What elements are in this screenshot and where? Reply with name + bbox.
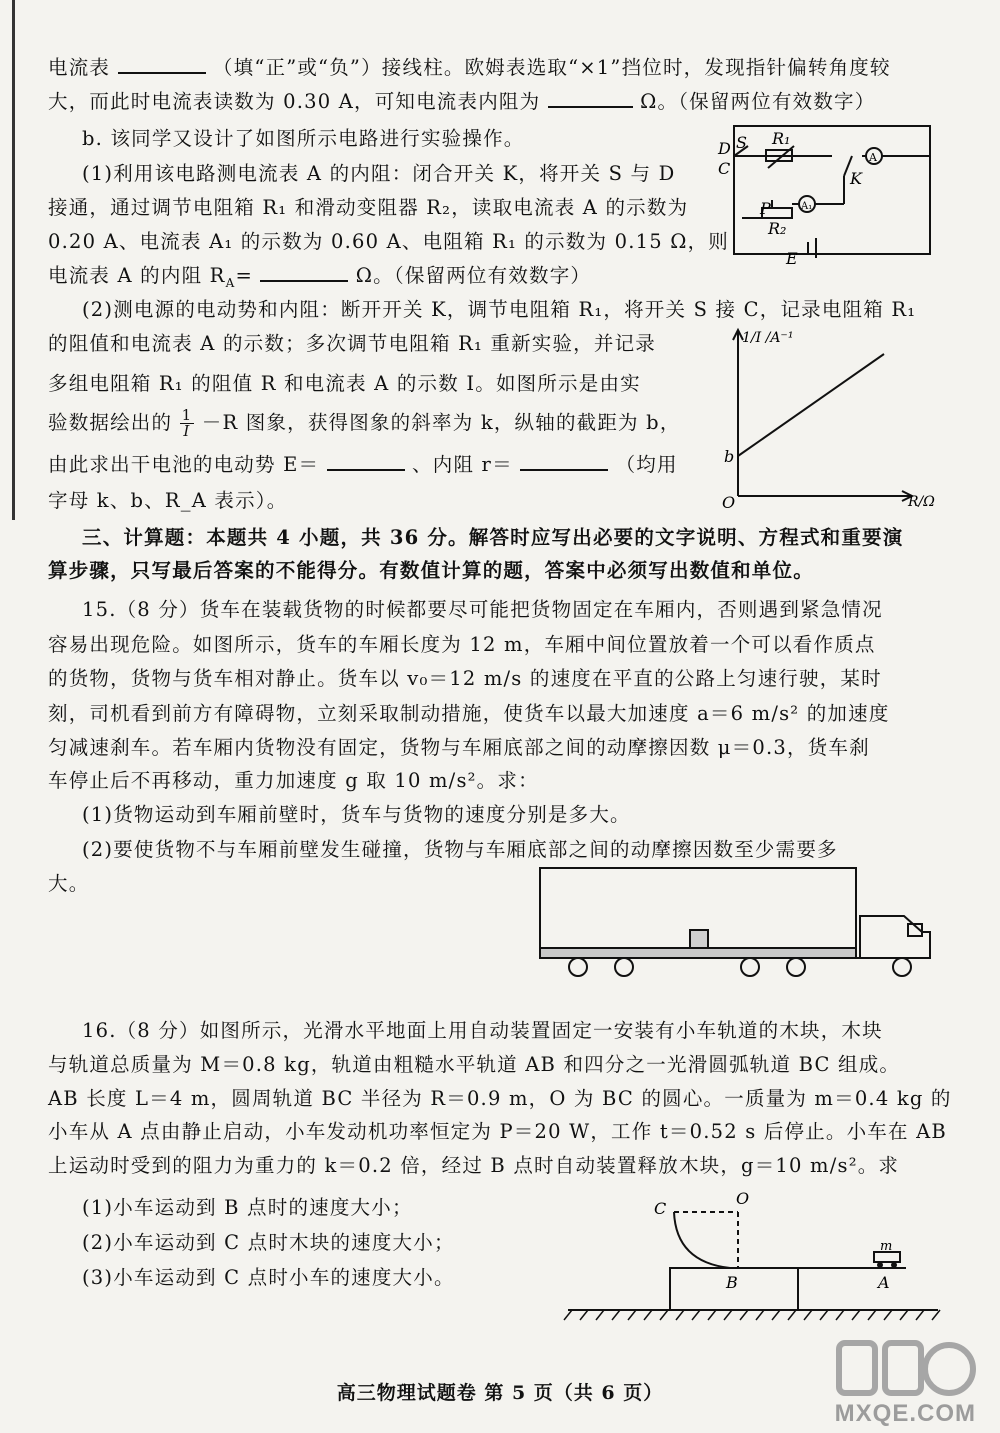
fit-line: [738, 354, 884, 456]
q16-sub-1: (1)小车运动到 B 点时的速度大小；: [82, 1196, 413, 1219]
q15-line-2: 容易出现危险。如图所示，货车的车厢长度为 12 m，车厢中间位置放着一个可以看作质点: [48, 633, 876, 656]
label-r2: R₂: [768, 219, 787, 238]
truck-wheels: [569, 958, 911, 976]
q15-line-6: 车停止后不再移动，重力加速度 g 取 10 m/s²。求：: [48, 769, 539, 792]
section-instructions: 算步骤，只写最后答案的不能得分。有数值计算的题，答案中必须写出数值和单位。: [48, 559, 814, 582]
label-s: S: [736, 133, 747, 152]
label-b-point: B: [726, 1273, 738, 1292]
answer-blank-emf: [327, 449, 405, 471]
q15-sub-1: (1)货物运动到车厢前壁时，货车与货物的速度分别是多大。: [82, 803, 631, 826]
q15-line-1: 15.（8 分）货车在装载货物的时候都要尽可能把货物固定在车厢内，否则遇到紧急情况: [82, 598, 883, 621]
text-line-7: 电流表 A 的内阻 $R_A= \Omega$。（保留两位有效数字）: [48, 260, 710, 298]
answer-blank-ra: [260, 260, 348, 282]
watermark-text: MXQE.COM: [834, 1400, 976, 1427]
text-line-5: 接通，通过调节电阻箱 R₁ 和滑动变阻器 R₂，读取电流表 A 的示数为: [48, 196, 689, 219]
page-edge: [12, 0, 15, 520]
answer-blank-terminal: [118, 52, 206, 74]
y-axis-label: 1/I /A⁻¹: [742, 330, 794, 346]
fraction-1-over-i: $\frac{1}{I}$: [181, 406, 193, 440]
text-line-12: 由此求出干电池的电动势 E＝ 、内阻 r＝ （均用: [48, 449, 962, 480]
q16-line-5: 上运动时受到的阻力为重力的 k＝0.2 倍，经过 B 点时自动装置释放木块，g＝10 m/s²。求: [48, 1154, 900, 1177]
section-heading: 三、计算题：本题共 4 小题，共 36 分。解答时应写出必要的文字说明、方程式和重要演: [82, 526, 904, 549]
label-a-point: A: [878, 1273, 890, 1292]
label-e: E: [786, 249, 798, 268]
q15-line-5: 匀减速刹车。若车厢内货物没有固定，货物与车厢底部之间的动摩擦因数 μ＝0.3，货车刹: [48, 736, 870, 759]
answer-blank-internal-r: [520, 449, 608, 471]
label-m-mass: m: [880, 1239, 893, 1254]
small-cart: [874, 1252, 900, 1268]
track-figure: [560, 1188, 946, 1328]
text-line-11: 验数据绘出的 $\frac{1}{I}$ －R 图象，获得图象的斜率为 k，纵轴的截距为 b，: [48, 406, 681, 440]
q15-sub-2-cont: 大。: [48, 872, 90, 895]
ground-hatching: [564, 1310, 940, 1320]
q15-line-4: 刻，司机看到前方有障碍物，立刻采取制动措施，使货车以最大加速度 a＝6 m/s² 的加速度: [48, 702, 890, 725]
graph-1-over-i-vs-r: [712, 320, 954, 512]
text-line-8: (2)测电源的电动势和内阻：断开开关 K，调节电阻箱 R₁，将开关 S 接 C，记录电阻箱 R₁: [82, 298, 917, 321]
label-d: D: [718, 139, 731, 158]
label-c: C: [718, 159, 731, 178]
x-axis-label: R/Ω: [908, 494, 935, 510]
answer-blank-resistance: [548, 86, 633, 108]
q16-line-2: 与轨道总质量为 M＝0.8 kg，轨道由粗糙水平轨道 AB 和四分之一光滑圆弧轨道 BC 组成。: [48, 1053, 901, 1076]
text-line-3: b. 该同学又设计了如图所示电路进行实验操作。: [82, 127, 525, 150]
q16-sub-3: (3)小车运动到 C 点时小车的速度大小。: [82, 1266, 455, 1289]
q16-line-1: 16.（8 分）如图所示，光滑水平地面上用自动装置固定一安装有小车轨道的木块，木块: [82, 1019, 883, 1042]
label-r1: R₁: [772, 129, 791, 148]
page-footer: 高三物理试题卷 第 5 页（共 6 页）: [336, 1382, 664, 1404]
label-ammeter-a1: A₁: [801, 201, 813, 212]
text-line-9: 的阻值和电流表 A 的示数；多次调节电阻箱 R₁ 重新实验，并记录: [48, 332, 656, 355]
q16-line-3: AB 长度 L＝4 m，圆周轨道 BC 半径为 R＝0.9 m，O 为 BC 的圆心。一质量为 m＝0.4 kg 的: [48, 1087, 952, 1110]
q15-line-3: 的货物，货物与货车相对静止。货车以 v₀＝12 m/s 的速度在平直的公路上匀速行驶，某时: [48, 667, 882, 690]
text-line-6: 0.20 A、电流表 A₁ 的示数为 0.60 A、电阻箱 R₁ 的示数为 0.15 Ω，则: [48, 230, 729, 253]
origin-label: O: [722, 493, 736, 512]
q16-sub-2: (2)小车运动到 C 点时木块的速度大小；: [82, 1231, 455, 1254]
q16-line-4: 小车从 A 点由静止启动，小车发动机功率恒定为 P＝20 W，工作 t＝0.52 s 后停止。小车在 AB: [48, 1120, 947, 1143]
text-line-13: 字母 k、b、R_A 表示）。: [48, 489, 288, 512]
label-ammeter-a: A: [869, 151, 877, 164]
text-line-10: 多组电阻箱 R₁ 的阻值 R 和电流表 A 的示数 I。如图所示是由实: [48, 372, 641, 395]
circuit-diagram: [712, 118, 938, 270]
label-c-point: C: [654, 1199, 667, 1218]
truck-figure: [538, 864, 940, 980]
text-line-1: 电流表 （填“正”或“负”）接线柱。欧姆表选取“×1”挡位时，发现指针偏转角度较: [48, 52, 962, 83]
intercept-label: b: [724, 447, 735, 466]
label-k: K: [850, 169, 862, 188]
text-line-4: (1)利用该电路测电流表 A 的内阻：闭合开关 K，将开关 S 与 D: [82, 162, 676, 185]
q15-sub-2: (2)要使货物不与车厢前壁发生碰撞，货物与车厢底部之间的动摩擦因数至少需要多: [82, 838, 838, 861]
label-o-center: O: [736, 1189, 750, 1208]
text-line-2: 大，而此时电流表读数为 0.30 A，可知电流表内阻为 Ω。（保留两位有效数字）: [48, 86, 962, 117]
label-p: P: [760, 199, 771, 218]
